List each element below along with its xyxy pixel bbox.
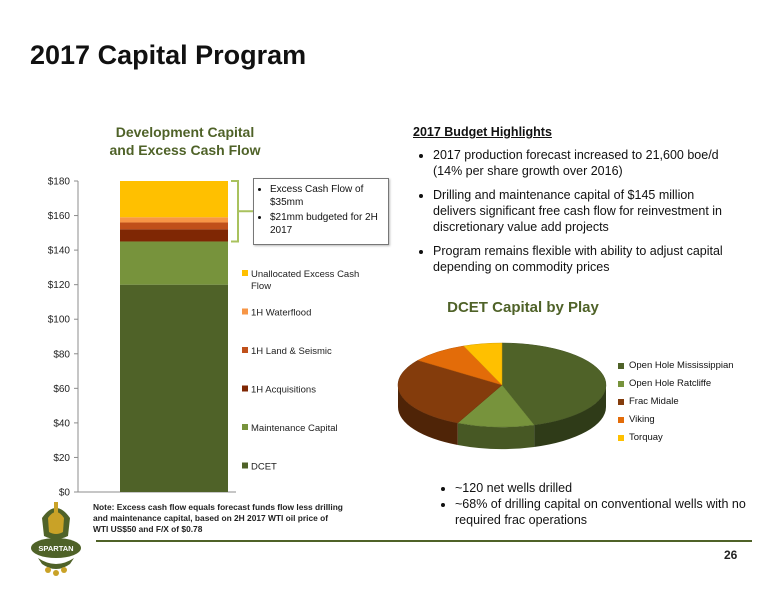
- pie-legend-item: [618, 432, 734, 444]
- bar-legend-label: Maintenance Capital: [251, 423, 338, 434]
- bar-chart-title-line-2: and Excess Cash Flow: [109, 142, 261, 158]
- highlight-item: • Drilling and maintenance capital of $145 million delivers significant free cash flow for reinvestment in discretionary value add projects: [433, 187, 733, 235]
- bar-segment: [120, 285, 228, 492]
- highlights-heading: 2017 Budget Highlights: [413, 125, 552, 139]
- pie-legend: [618, 360, 734, 450]
- pie-legend-swatch: [618, 417, 624, 423]
- bar-legend-swatch: [242, 463, 248, 469]
- footer-divider: [96, 540, 752, 542]
- bar-legend-swatch: [242, 309, 248, 315]
- bar-segment: [120, 229, 228, 241]
- bar-segment: [120, 241, 228, 284]
- bar-segment: [120, 222, 228, 229]
- pie-legend-label: Open Hole Mississippian: [629, 360, 734, 371]
- bar-y-tick-label: $80: [53, 349, 70, 361]
- pie-legend-label: Viking: [629, 414, 655, 425]
- bar-chart-title-line-1: Development Capital: [115, 124, 255, 140]
- callout-item: • $21mm budgeted for 2H 2017: [270, 211, 384, 237]
- spartan-logo: [28, 496, 84, 578]
- bar-y-tick-label: $20: [53, 452, 70, 464]
- pie-chart-title: DCET Capital by Play: [447, 299, 599, 316]
- excess-cash-callout: [253, 178, 389, 245]
- bar-y-tick-label: $100: [47, 314, 70, 326]
- wells-summary: [425, 480, 755, 528]
- page-number: 26: [724, 548, 738, 562]
- footnote: Note: Excess cash flow equals forecast funds flow less drilling and maintenance capital, based on 2H 2017 WTI oil price of WTI US$50 and F/X of $0.78: [93, 502, 343, 534]
- bar-legend-swatch: [242, 424, 248, 430]
- wells-item: • ~120 net wells drilled: [455, 480, 755, 496]
- bar-y-tick-label: $0: [58, 487, 70, 499]
- pie-legend-swatch: [618, 363, 624, 369]
- pie-legend-swatch: [618, 381, 624, 387]
- pie-legend-label: Frac Midale: [629, 396, 679, 407]
- pie-chart: [390, 330, 615, 470]
- wells-item: • ~68% of drilling capital on conventional wells with no required frac operations: [455, 496, 755, 528]
- callout-item: • Excess Cash Flow of $35mm: [270, 183, 384, 209]
- pie-legend-label: Open Hole Ratcliffe: [629, 378, 712, 389]
- highlight-item: • 2017 production forecast increased to 21,600 boe/d (14% per share growth over 2016): [433, 147, 733, 179]
- highlight-item: • Program remains flexible with ability to adjust capital depending on commodity prices: [433, 243, 733, 275]
- bar-legend-swatch: [242, 347, 248, 353]
- pie-legend-label: Torquay: [629, 432, 663, 443]
- bar-y-tick-label: $40: [53, 418, 70, 430]
- budget-highlights: [413, 124, 733, 283]
- bar-y-tick-label: $60: [53, 383, 70, 395]
- bar-y-tick-label: $180: [47, 176, 70, 188]
- bar-y-tick-label: $140: [47, 245, 70, 257]
- pie-legend-item: [618, 360, 734, 372]
- bar-legend-label: 1H Waterflood: [251, 307, 312, 319]
- bar-y-tick-label: $160: [47, 211, 70, 223]
- bar-legend-label: 1H Land & Seismic: [251, 346, 332, 357]
- pie-legend-item: [618, 414, 734, 426]
- bar-legend-label: 1H Acquisitions: [251, 384, 316, 396]
- bar-legend-swatch: [242, 270, 248, 276]
- bar-chart-title: [100, 123, 270, 159]
- bar-segment: [120, 217, 228, 222]
- bar-legend-label: Unallocated Excess Cash Flow: [251, 269, 360, 292]
- bar-y-tick-label: $120: [47, 280, 70, 292]
- bar-legend-label: DCET: [251, 461, 277, 473]
- pie-legend-item: [618, 396, 734, 408]
- excess-cash-bracket: [231, 181, 238, 241]
- pie-legend-item: [618, 378, 734, 390]
- page-title: 2017 Capital Program: [30, 40, 307, 70]
- pie-legend-swatch: [618, 399, 624, 405]
- pie-legend-swatch: [618, 435, 624, 441]
- bar-legend-swatch: [242, 386, 248, 392]
- logo-text: SPARTAN: [38, 544, 74, 553]
- bar-segment: [120, 181, 228, 217]
